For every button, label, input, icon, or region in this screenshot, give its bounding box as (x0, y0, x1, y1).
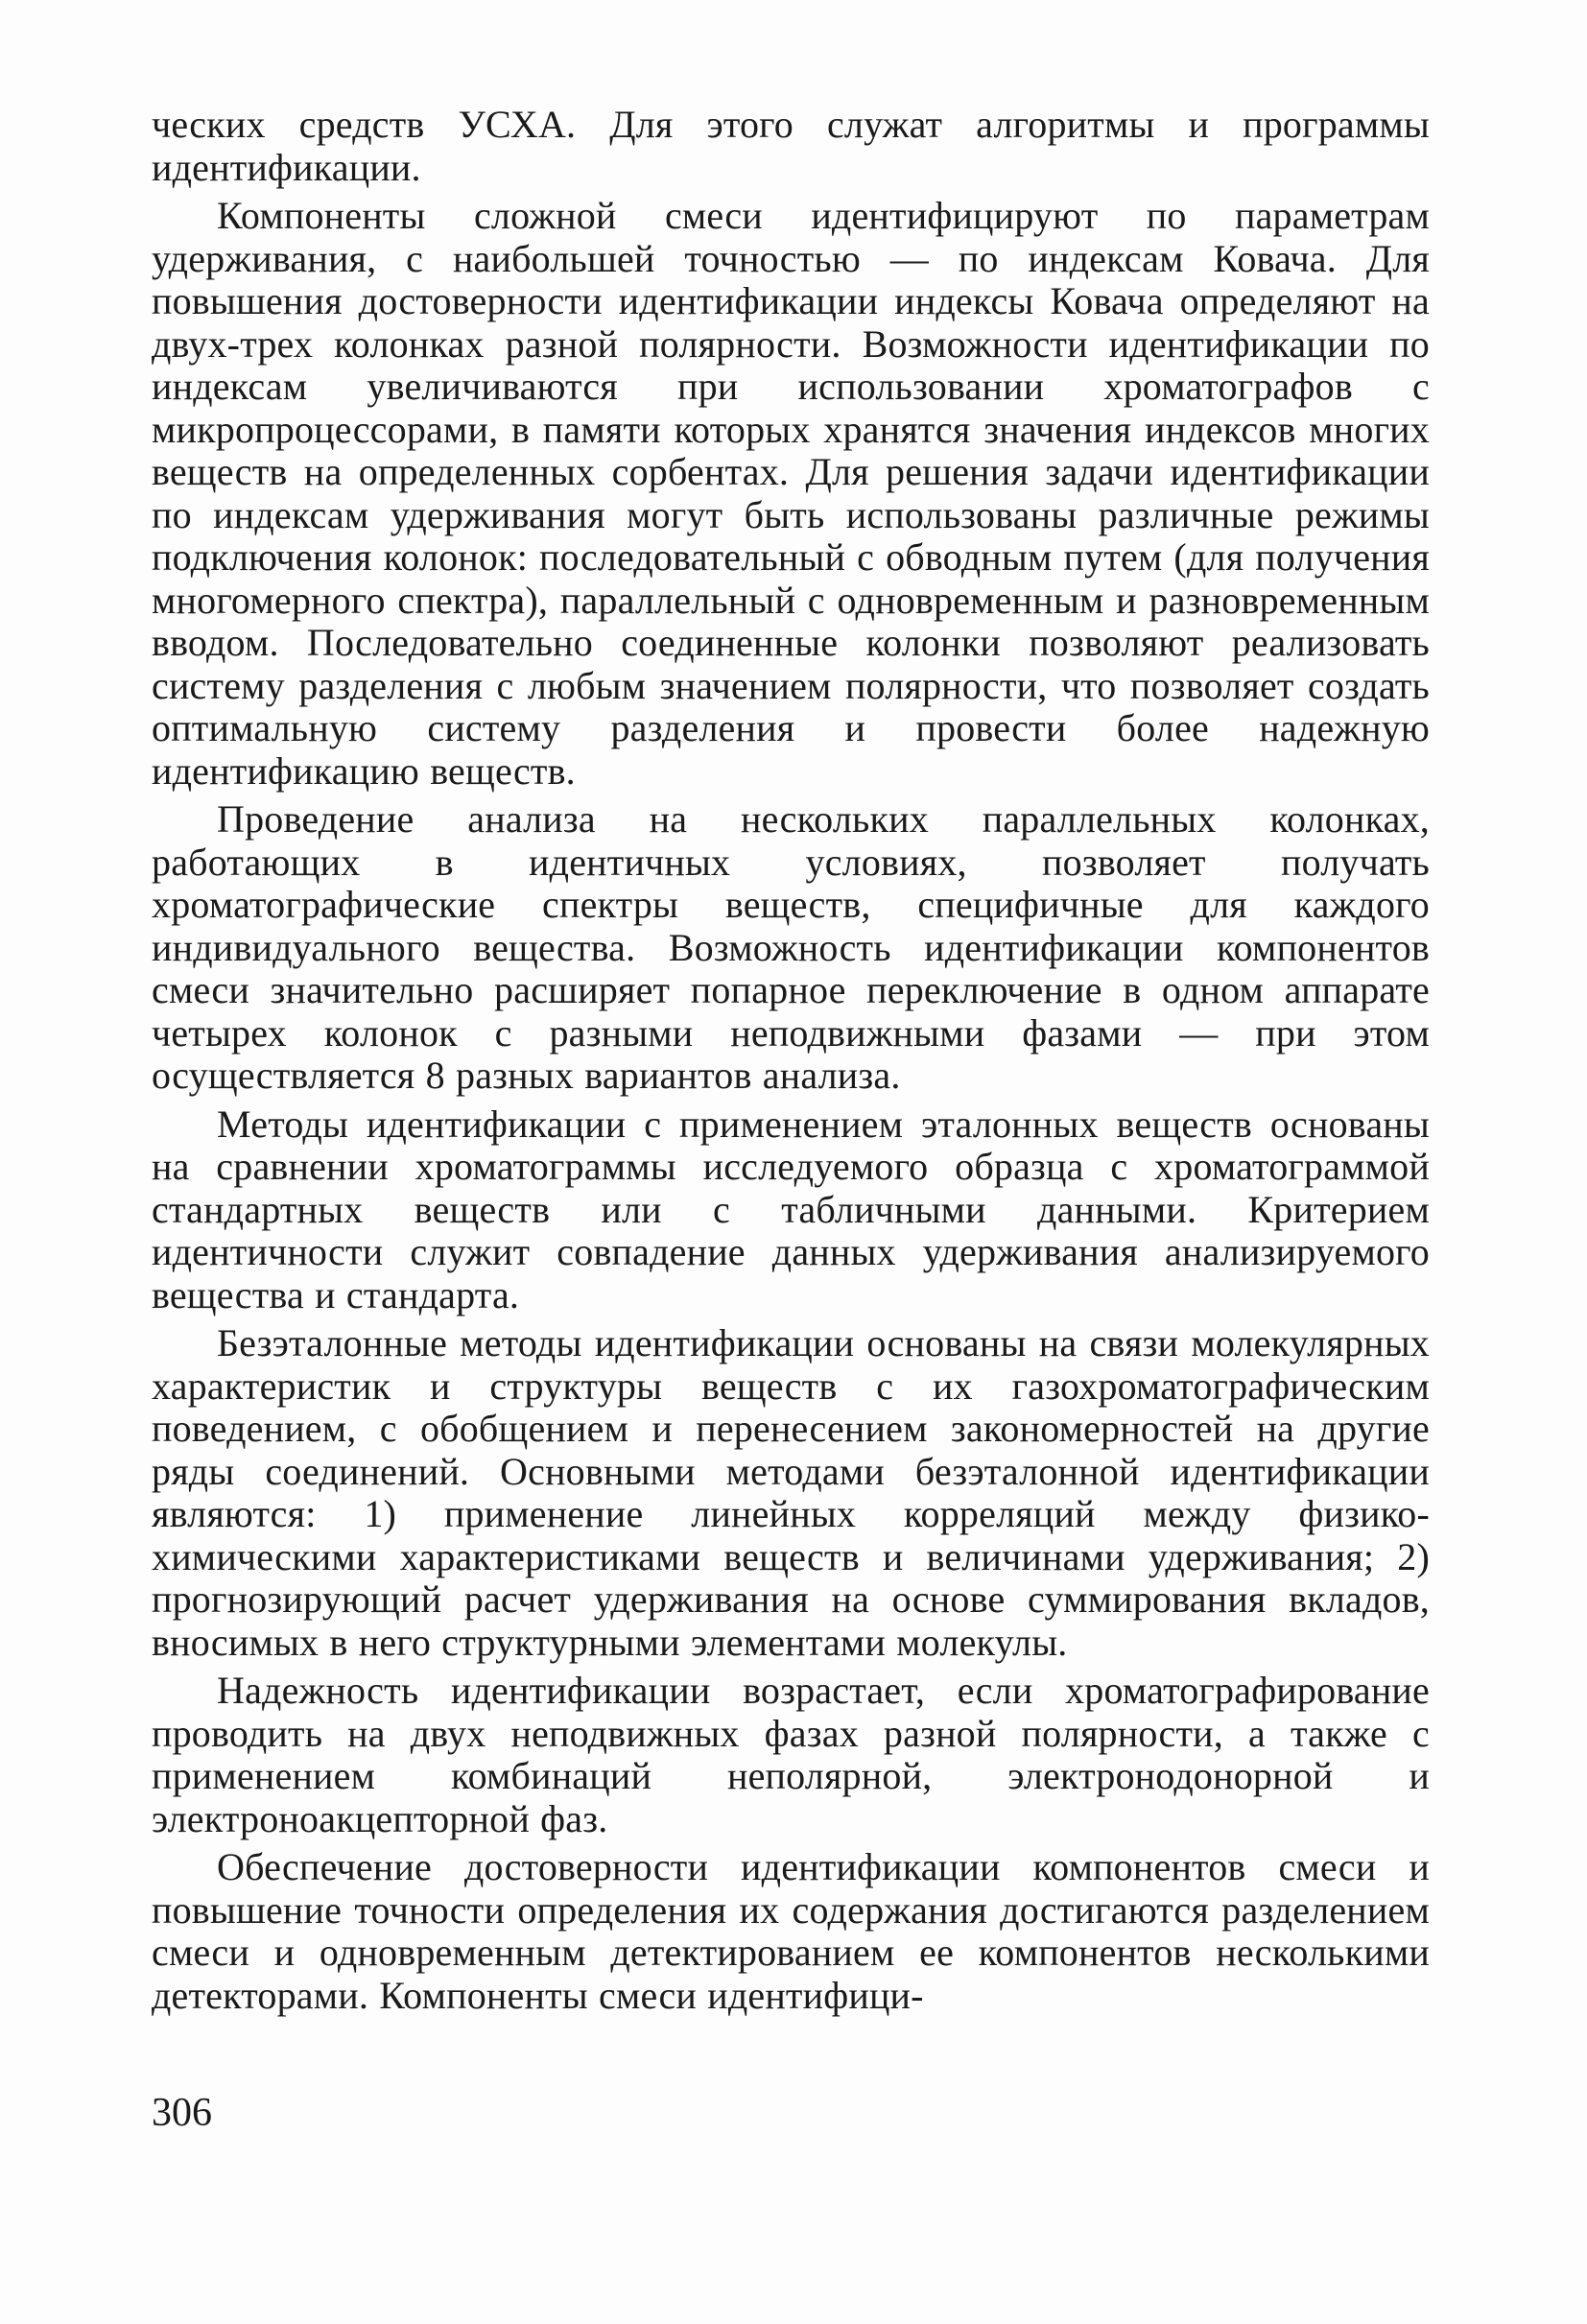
paragraph-reliability: Надежность идентификации возрастает, если хроматографирование проводить на двух неподвижных фазах разной полярности, а также с применением комбинаций неполярной, электронодонорной и электроноакцепторной фаз. (152, 1669, 1430, 1840)
page-number: 306 (152, 2091, 212, 2135)
paragraph-parallel-columns: Проведение анализа на нескольких параллельных колонках, работающих в идентичных условиях, позволяет получать хроматографические спектры веществ, специфичные для каждого индивидуального вещества. Возможность идентификации компонентов смеси значительно расширяет попарное переключение в одном аппарате четырех колонок с разными неподвижными фазами — при этом осуществляется 8 разных вариантов анализа. (152, 797, 1430, 1097)
paragraph-reference-methods: Методы идентификации с применением эталонных веществ основаны на сравнении хроматограммы исследуемого образца с хроматограммой стандартных веществ или с табличными данными. Критерием идентичности служит совпадение данных удерживания анализируемого вещества и стандарта. (152, 1102, 1430, 1316)
paragraph-continuation: ческих средств УСХА. Для этого служат алгоритмы и программы идентификации. (152, 103, 1430, 189)
paragraph-referenceless-methods: Безэталонные методы идентификации основаны на связи молекулярных характеристик и структуры веществ с их газохроматографическим поведением, с обобщением и перенесением закономерностей на другие ряды соединений. Основными методами безэталонной идентификации являются: 1) применение линейных корреляций между физико-химическими характеристиками веществ и величинами удерживания; 2) прогнозирующий расчет удерживания на основе суммирования вкладов, вносимых в него структурными элементами молекулы. (152, 1321, 1430, 1664)
paragraph-kovats-indices: Компоненты сложной смеси идентифицируют по параметрам удерживания, с наибольшей точностью — по индексам Ковача. Для повышения достоверности идентификации индексы Ковача определяют на двух-трех колонках разной полярности. Возможности идентификации по индексам увеличиваются при использовании хроматографов с микропроцессорами, в памяти которых хранятся значения индексов многих веществ на определенных сорбентах. Для решения задачи идентификации по индексам удерживания могут быть использованы различные режимы подключения колонок: последовательный с обводным путем (для получения многомерного спектра), параллельный с одновременным и разновременным вводом. Последовательно соединенные колонки позволяют реализовать систему разделения с любым значением полярности, что позволяет создать оптимальную систему разделения и провести более надежную идентификацию веществ. (152, 194, 1430, 793)
paragraph-detectors: Обеспечение достоверности идентификации компонентов смеси и повышение точности определения их содержания достигаются разделением смеси и одновременным детектированием ее компонентов несколькими детекторами. Компоненты смеси идентифици- (152, 1845, 1430, 2017)
text-body (152, 104, 1430, 2023)
